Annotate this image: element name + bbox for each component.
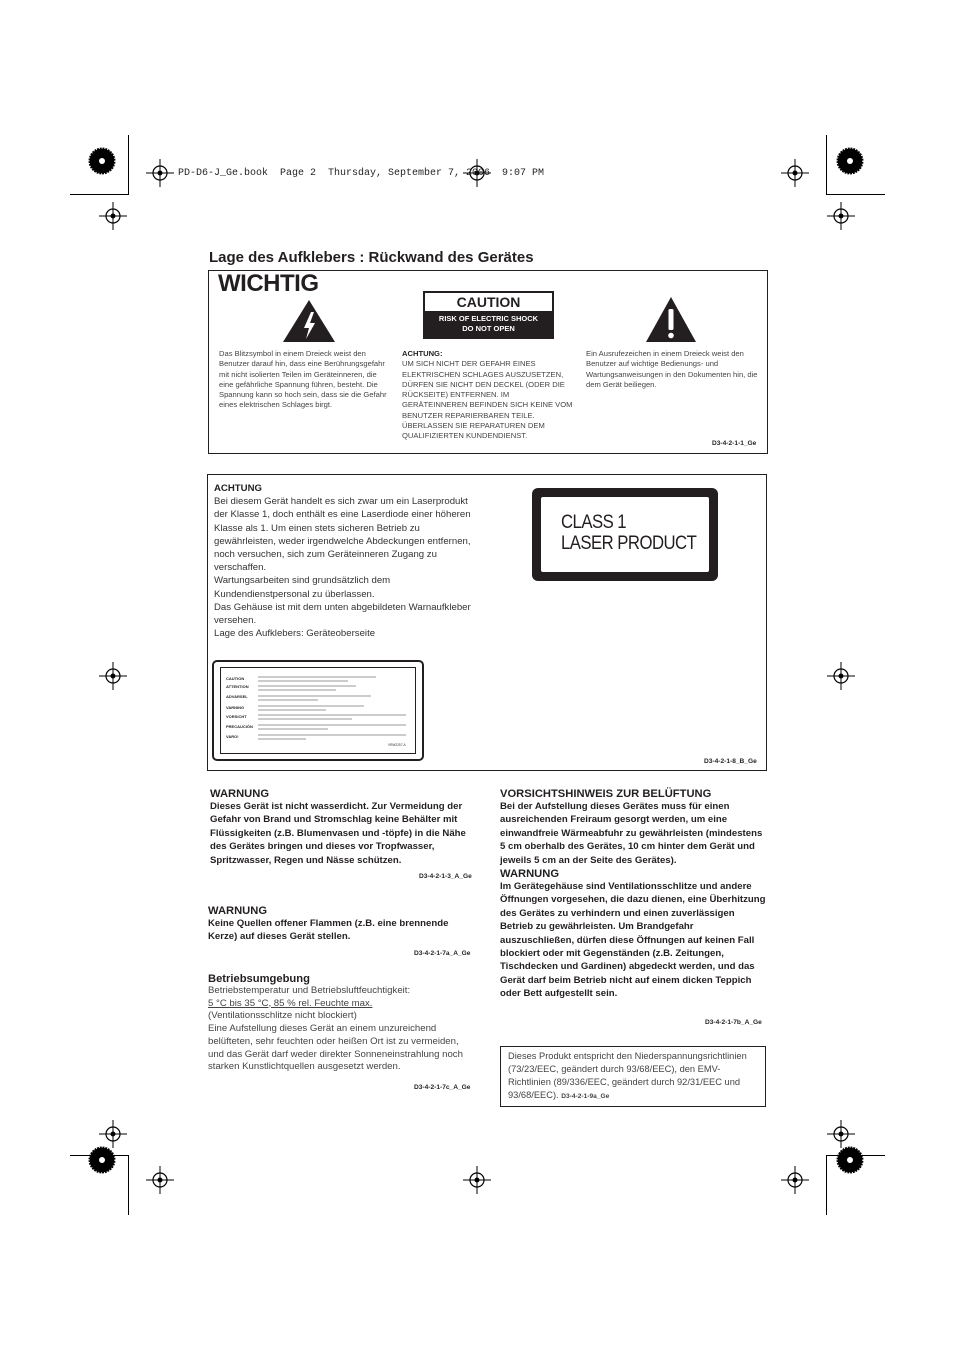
laser-achtung-body: Bei diesem Gerät handelt es sich zwar um ein Laserprodukt der Klasse 1, doch enthält es eine Laserdiode einer höheren Klasse als 1. Um einen stets sicheren Betrieb zu gewährleisten, weder irgendwelche Abdeckungen entfernen, noch versuchen, sich zum Geräteinneren Zugang zu verschaffen. <box>214 496 471 574</box>
warnung-water-body: Dieses Gerät ist nicht wasserdicht. Zur Vermeidung der Gefahr von Brand und Stromschlag keine Behälter mit Flüssigkeiten (z.B. Blumenvasen und -töpfe) in die Nähe des Gerätes bringen und dieses vor Tropfwasser, Spritzwasser, Regen und Nässe schützen. <box>210 801 466 866</box>
environment-body: Eine Aufstellung dieses Gerät an einem unzureichend belüfteten, sehr feuchten oder heißen Ort ist zu vermeiden, und das Gerät darf weder direkter Sonneneinstrahlung noch starken Kunstlichtquellen ausgesetzt werden. <box>208 1023 463 1073</box>
starburst-target-icon <box>88 1146 116 1174</box>
registration-mark-icon <box>827 1120 855 1148</box>
caution-label <box>423 291 554 339</box>
laser-location-text: Lage des Aufklebers: Geräteoberseite <box>214 628 376 640</box>
exclamation-explanation: Ein Ausrufezeichen in einem Dreieck weist den Benutzer auf wichtige Bedienungs- und Wartungsanweisungen in den Dokumenten hin, die dem Gerät beiliegen. <box>586 349 758 389</box>
caution-risk-text: RISK OF ELECTRIC SHOCK DO NOT OPEN <box>425 311 552 337</box>
wichtig-title: WICHTIG <box>218 270 319 297</box>
warnung-flame-code: D3-4-2-1-7a_A_Ge <box>414 950 471 957</box>
registration-mark-icon <box>99 202 127 230</box>
registration-mark-icon <box>781 1166 809 1194</box>
lightning-explanation: Das Blitzsymbol in einem Dreieck weist den Benutzer darauf hin, dass eine Berührungsgefahr mit nicht isolierten Teilen im Geräteinneren, die eine gefährliche Spannung führen, besteht. Die Spannung kann so hoch sein, dass sie die Gefahr eines elektrischen Schlages birgt. <box>219 349 387 410</box>
caution-word: CAUTION <box>456 294 521 310</box>
sticker-word: ATTENTION <box>226 684 249 689</box>
sticker-word: VARO! <box>226 734 239 739</box>
environment-range: 5 °C bis 35 °C, 85 % rel. Feuchte max. <box>208 997 373 1009</box>
registration-mark-icon <box>146 1166 174 1194</box>
sticker-location-title: Lage des Aufklebers : Rückwand des Gerätes <box>209 249 534 266</box>
registration-mark-icon <box>827 662 855 690</box>
wichtig-code: D3-4-2-1-1_Ge <box>712 440 757 447</box>
warnung-water-section <box>210 788 476 867</box>
book-file-header: PD-D6-J_Ge.book Page 2 Thursday, September 7, 2006 9:07 PM <box>178 168 545 179</box>
registration-mark-icon <box>146 159 174 187</box>
environment-section <box>208 973 476 1074</box>
warnung-vents-code: D3-4-2-1-7b_A_Ge <box>705 1019 762 1026</box>
laser-code: D3-4-2-1-8_B_Ge <box>704 758 757 765</box>
laser-achtung-head: ACHTUNG <box>214 483 262 494</box>
environment-line3: (Ventilationsschlitze nicht blockiert) <box>208 1010 357 1022</box>
registration-mark-icon <box>463 1166 491 1194</box>
warnung-water-code: D3-4-2-1-3_A_Ge <box>419 873 472 880</box>
environment-line1: Betriebstemperatur und Betriebsluftfeuchtigkeit: <box>208 985 411 996</box>
ventilation-body: Bei der Aufstellung dieses Gerätes muss für einen ausreichenden Freiraum gesorgt werden, um eine einwandfreie Wärmeabfuhr zu gewährleisten (mindestens 5 cm oberhalb des Gerätes, 10 cm hinter dem Gerät und jeweils 5 cm an der Seite des Gerätes). <box>500 801 763 866</box>
sticker-word: VORSICHT <box>226 714 247 719</box>
sticker-fine-print <box>256 675 411 745</box>
warnung-flame-section <box>208 905 476 944</box>
sticker-word: VARNING <box>226 705 245 710</box>
sticker-code: VRW2257-A <box>388 743 406 747</box>
class1-label-text: CLASS 1 LASER PRODUCT <box>561 512 697 554</box>
sticker-word: CAUTION <box>226 676 245 681</box>
starburst-target-icon <box>836 147 864 175</box>
laser-service-text: Wartungsarbeiten sind grundsätzlich dem Kundendienstpersonal zu überlassen. <box>214 575 391 600</box>
conformity-code: D3-4-2-1-9a_Ge <box>561 1093 610 1100</box>
laser-achtung-text <box>214 482 484 640</box>
achtung-cover-warning <box>402 349 574 442</box>
environment-head: Betriebsumgebung <box>208 973 310 985</box>
sticker-word: PRECAUCIÓN <box>226 724 253 729</box>
registration-mark-icon <box>781 159 809 187</box>
warnung-vents-head: WARNUNG <box>500 868 560 881</box>
registration-mark-icon <box>99 1120 127 1148</box>
registration-mark-icon <box>99 662 127 690</box>
warnung-flame-head: WARNUNG <box>208 905 268 917</box>
conformity-text: Dieses Produkt entspricht den Niederspannungsrichtlinien (73/23/EEC, geändert durch 93/68/EEC), den EMV-Richtlinien (89/336/EEC, geändert durch 92/31/EEC und 93/68/EEC). D3-4-2-1-9a_Ge <box>508 1051 747 1100</box>
sticker-word: ADVARSEL <box>226 694 248 699</box>
laser-housing-text: Das Gehäuse ist mit dem unten abgebildeten Warnaufkleber versehen. <box>214 601 471 627</box>
starburst-target-icon <box>836 1146 864 1174</box>
registration-mark-icon <box>827 202 855 230</box>
achtung-cover-body: UM SICH NICHT DER GEFAHR EINES ELEKTRISCHEN SCHLAGES AUSZUSETZEN, DÜRFEN SIE NICHT DEN DECKEL (ODER DIE RÜCKSEITE) ENTFERNEN. IM GERÄTEINNEREN BEFINDEN SICH KEINE VOM BENUTZER REPARIERBAREN TEILE. ÜBERLASSEN SIE REPARATUREN DEM QUALIFIZIERTEN KUNDENDIENST. <box>402 359 573 441</box>
exclamation-warning-icon <box>645 296 697 344</box>
warnung-flame-body: Keine Quellen offener Flammen (z.B. eine brennende Kerze) auf dieses Gerät stellen. <box>208 918 449 943</box>
ventilation-section <box>500 788 766 1001</box>
warnung-vents-body: Im Gerätegehäuse sind Ventilationsschlitze und andere Öffnungen vorgesehen, die dazu dienen, eine Überhitzung des Gerätes zu verhindern und einen zuverlässigen Betrieb zu gewährleisten. Um Brandgefahr auszuschließen, dürfen diese Öffnungen auf keinen Fall blockiert oder mit Gegenständen (z.B. Zeitungen, Tischdecken und Gardinen) abgedeckt werden, und das Gerät darf beim Betrieb nicht auf einem dicken Teppich oder Bett aufgestellt sein. <box>500 881 766 1000</box>
achtung-cover-head: ACHTUNG: <box>402 349 443 358</box>
ventilation-head: VORSICHTSHINWEIS ZUR BELÜFTUNG <box>500 788 712 800</box>
environment-code: D3-4-2-1-7c_A_Ge <box>414 1084 471 1091</box>
starburst-target-icon <box>88 147 116 175</box>
lightning-warning-icon <box>281 298 337 344</box>
warnung-water-head: WARNUNG <box>210 788 270 800</box>
